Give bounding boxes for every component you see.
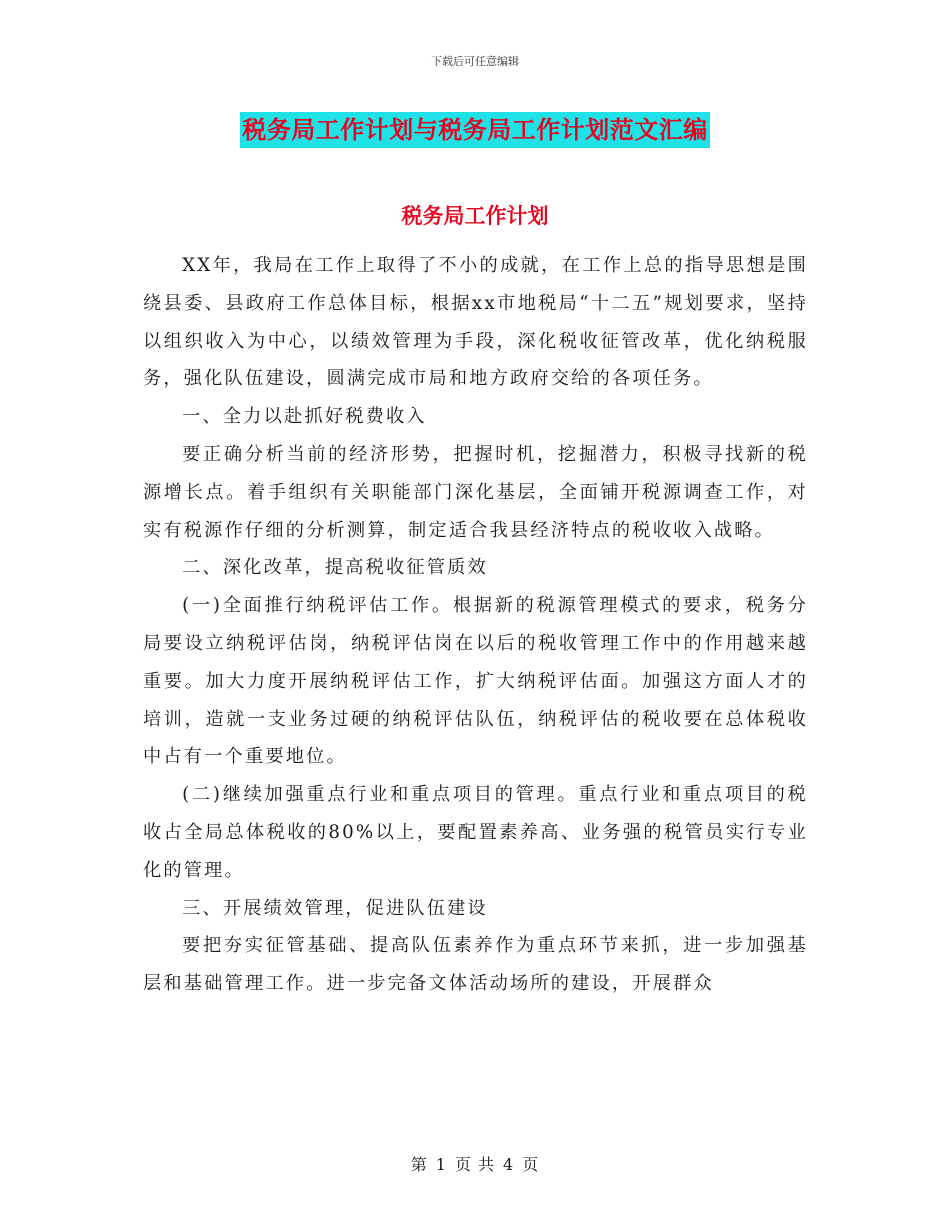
footer-suffix: 页 <box>522 1155 540 1174</box>
paragraph-key-industries: (二)继续加强重点行业和重点项目的管理。重点行业和重点项目的税收占全局总体税收的80%以上，要配置素养高、业务强的税管员实行专业化的管理。 <box>143 784 808 881</box>
document-title-text: 税务局工作计划与税务局工作计划范文汇编 <box>240 112 710 148</box>
heading-three: 三、开展绩效管理，促进队伍建设 <box>182 897 488 919</box>
paragraph-tax-revenue: 要正确分析当前的经济形势，把握时机，挖掘潜力，积极寻找新的税源增长点。着手组织有关职能部门深化基层，全面铺开税源调查工作，对实有税源作仔细的分析测算，制定适合我县经济特点的税收收入战略。 <box>143 443 808 541</box>
page-footer <box>0 1152 950 1175</box>
heading-one: 一、全力以赴抓好税费收入 <box>182 406 427 428</box>
heading-two: 二、深化改革，提高税收征管质效 <box>182 557 488 579</box>
paragraph-tax-assessment: (一)全面推行纳税评估工作。根据新的税源管理模式的要求，税务分局要设立纳税评估岗，纳税评估岗在以后的税收管理工作中的作用越来越重要。加大力度开展纳税评估工作，扩大纳税评估面。加强这方面人才的培训，造就一支业务过硬的纳税评估队伍，纳税评估的税收要在总体税收中占有一个重要地位。 <box>143 595 808 768</box>
section-title: 税务局工作计划 <box>401 204 549 228</box>
header-note: 下载后可任意编辑 <box>431 55 519 68</box>
footer-prefix: 第 <box>410 1155 428 1174</box>
footer-middle: 页 共 <box>454 1155 496 1174</box>
page-total: 4 <box>503 1155 515 1174</box>
paragraph-performance: 要把夯实征管基础、提高队伍素养作为重点环节来抓，进一步加强基层和基础管理工作。进一步完备文体活动场所的建设，开展群众 <box>143 935 808 995</box>
page-number: 1 <box>435 1155 447 1174</box>
document-title <box>0 112 950 148</box>
paragraph-intro: XX年，我局在工作上取得了不小的成就，在工作上总的指导思想是围绕县委、县政府工作总体目标，根据xx市地税局“十二五”规划要求，坚持以组织收入为中心，以绩效管理为手段，深化税收征管改革，优化纳税服务，强化队伍建设，圆满完成市局和地方政府交给的各项任务。 <box>143 255 808 390</box>
document-body <box>143 247 808 1003</box>
